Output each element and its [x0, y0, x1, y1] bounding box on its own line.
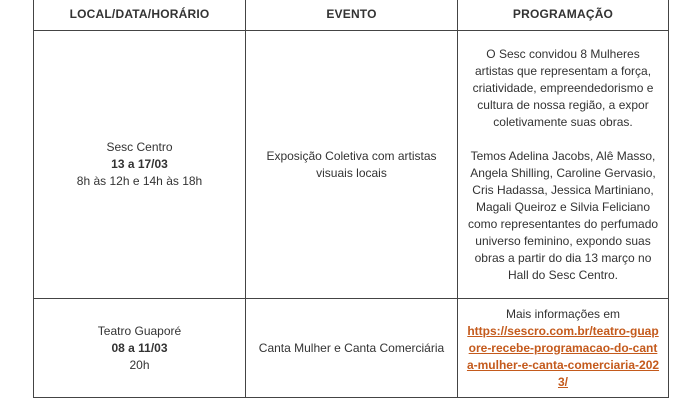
cell-local: [34, 299, 246, 398]
table-row: [34, 31, 669, 299]
program-description: O Sesc convidou 8 Mulheres artistas que representam a força, criatividade, empreendedorismo e cultura de nossa região, a expor coletivamente suas obras.: [472, 46, 654, 129]
event-time: 8h às 12h e 14h às 18h: [76, 174, 203, 188]
cell-event: [246, 299, 458, 398]
event-name: Exposição Coletiva com artistas visuais locais: [266, 148, 437, 180]
cell-local: [34, 31, 246, 299]
event-time: 20h: [129, 357, 150, 372]
cell-event: [246, 31, 458, 299]
header-programacao: PROGRAMAÇÃO: [458, 0, 669, 31]
event-dates: 13 a 17/03: [111, 157, 168, 171]
event-dates: 08 a 11/03: [111, 340, 168, 355]
program-info-intro: Mais informações em: [505, 306, 621, 321]
place-name: Teatro Guaporé: [97, 323, 182, 338]
header-local-data-horario: LOCAL/DATA/HORÁRIO: [34, 0, 246, 31]
cell-program: [458, 31, 669, 299]
event-name: Canta Mulher e Canta Comerciária: [258, 340, 445, 355]
place-name: Sesc Centro: [106, 140, 173, 154]
paragraph-gap: [466, 131, 660, 148]
table-row: [34, 299, 669, 398]
header-evento: EVENTO: [246, 0, 458, 31]
table-header-row: [34, 0, 669, 31]
program-artists: Temos Adelina Jacobs, Alê Masso, Angela Shilling, Caroline Gervasio, Cris Hadassa, Jessica Martiniano, Magali Queiroz e Silvia Feliciano como representantes do perfumado universo feminino, expondo suas obras a partir do dia 13 março no Hall do Sesc Centro.: [467, 148, 659, 282]
more-info-link[interactable]: https://sescro.com.br/teatro-guapore-recebe-programacao-do-canta-mulher-e-canta-comerciaria-2023/: [466, 323, 660, 389]
event-schedule-table: [33, 0, 669, 398]
cell-program: [458, 299, 669, 398]
